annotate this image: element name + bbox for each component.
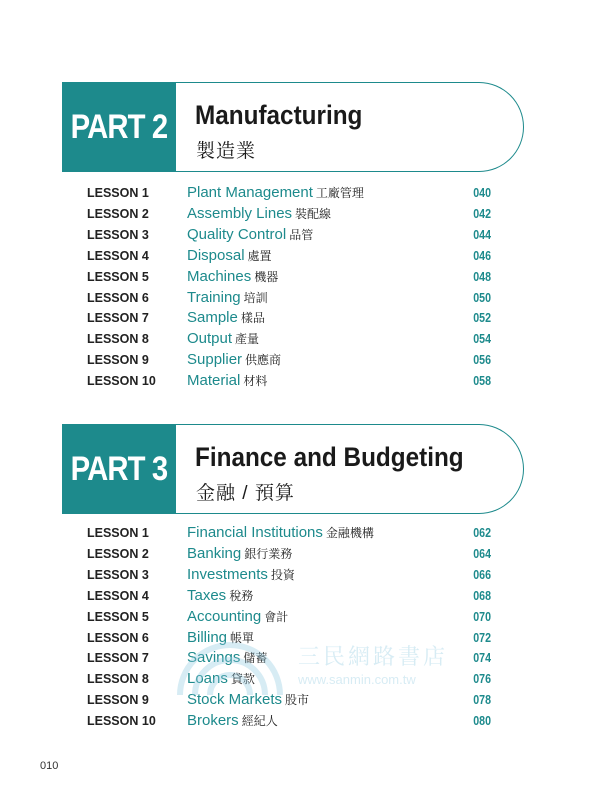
lesson-title (187, 309, 265, 327)
lesson-page: 062 (473, 526, 491, 540)
lesson-number: LESSON 5 (87, 269, 149, 284)
lesson-title-en: Brokers (187, 712, 239, 730)
lesson-page: 076 (473, 672, 491, 687)
lesson-row (0, 712, 591, 732)
lesson-page: 046 (473, 248, 491, 263)
lesson-title-zh: 品管 (289, 227, 314, 242)
lesson-page: 048 (473, 269, 491, 284)
lesson-row (0, 351, 591, 371)
lesson-title-en: Material (187, 372, 241, 390)
lesson-title-zh: 產量 (235, 332, 260, 347)
lesson-number: LESSON 10 (87, 374, 156, 389)
lesson-number: LESSON 2 (87, 546, 149, 561)
lesson-title-zh: 投資 (270, 567, 295, 582)
lesson-row (0, 289, 591, 309)
lesson-number: LESSON 9 (87, 353, 149, 368)
lesson-number: LESSON 5 (87, 609, 149, 624)
part-label: PART 2 (70, 108, 168, 146)
lesson-title-en: Accounting (187, 607, 262, 625)
lesson-title (187, 712, 278, 730)
lesson-title-en: Disposal (187, 246, 245, 264)
lesson-title (187, 545, 292, 563)
part-title: Manufacturing (195, 100, 363, 130)
lesson-title-en: Sample (187, 309, 238, 327)
lesson-page: 050 (473, 290, 491, 305)
lesson-row (0, 330, 591, 350)
lesson-title-en: Supplier (187, 351, 243, 369)
lesson-row (0, 309, 591, 329)
lesson-row (0, 649, 591, 669)
lesson-title (187, 226, 313, 244)
lesson-title-zh: 會計 (264, 609, 289, 624)
lesson-page: 056 (473, 353, 491, 368)
lesson-title (187, 372, 267, 390)
lesson-number: LESSON 3 (87, 227, 149, 242)
lesson-number: LESSON 3 (87, 567, 149, 582)
lesson-row (0, 184, 591, 204)
lesson-title-en: Financial Institutions (187, 524, 323, 541)
lesson-title-zh: 工廠管理 (315, 186, 364, 200)
lesson-page: 042 (473, 206, 491, 221)
part-label: PART 3 (70, 450, 168, 488)
lesson-row (0, 372, 591, 392)
lesson-page: 074 (473, 651, 491, 666)
lesson-title-en: Plant Management (187, 184, 313, 201)
page-number: 010 (40, 760, 59, 772)
watermark-name: 三民網路書店 (298, 644, 449, 669)
lesson-title (187, 691, 309, 709)
lesson-number: LESSON 1 (87, 526, 149, 540)
lesson-title (187, 184, 364, 202)
part-2-header (62, 82, 524, 172)
lesson-row (0, 566, 591, 586)
lesson-number: LESSON 7 (87, 651, 149, 666)
lesson-title-en: Billing (187, 628, 228, 646)
lesson-title-en: Assembly Lines (187, 204, 293, 222)
lesson-title-zh: 股市 (285, 693, 310, 708)
lesson-title (187, 351, 281, 369)
lesson-title-zh: 經紀人 (241, 714, 278, 729)
lesson-page: 044 (473, 227, 491, 242)
lesson-number: LESSON 9 (87, 693, 149, 708)
lesson-title-en: Stock Markets (187, 691, 283, 709)
lesson-title-en: Output (187, 330, 233, 348)
lesson-number: LESSON 8 (87, 672, 149, 687)
lesson-title-en: Savings (187, 649, 241, 667)
lesson-title (187, 330, 259, 348)
lesson-number: LESSON 8 (87, 332, 149, 347)
lesson-number: LESSON 10 (87, 714, 156, 729)
lesson-row (0, 629, 591, 649)
lesson-page: 052 (473, 311, 491, 326)
lesson-page: 064 (473, 546, 491, 561)
lesson-row (0, 205, 591, 225)
lesson-title (187, 670, 255, 688)
lesson-title-zh: 培訓 (243, 290, 268, 305)
watermark-url: www.sanmin.com.tw (298, 672, 416, 687)
lesson-row (0, 608, 591, 628)
lesson-title-en: Banking (187, 544, 242, 562)
lesson-page: 068 (473, 588, 491, 603)
lesson-title-zh: 帳單 (230, 630, 255, 645)
lesson-row (0, 524, 591, 544)
lesson-row (0, 670, 591, 690)
lesson-title (187, 524, 374, 542)
lesson-title (187, 205, 331, 223)
lesson-number: LESSON 7 (87, 311, 149, 326)
lesson-row (0, 247, 591, 267)
lesson-title-zh: 貸款 (230, 672, 255, 687)
lesson-title (187, 247, 272, 265)
lesson-number: LESSON 6 (87, 630, 149, 645)
lesson-title-zh: 儲蓄 (243, 651, 268, 666)
lesson-page: 080 (473, 714, 491, 729)
lesson-title-en: Training (187, 288, 241, 306)
lesson-title (187, 649, 267, 667)
lesson-title-zh: 機器 (254, 269, 279, 284)
lesson-page: 054 (473, 332, 491, 347)
lesson-row (0, 268, 591, 288)
part-subtitle: 金融 / 預算 (196, 483, 295, 504)
lesson-title-en: Loans (187, 670, 228, 688)
lesson-title-zh: 材料 (243, 374, 268, 389)
lesson-title-zh: 樣品 (240, 311, 265, 326)
lesson-title-zh: 金融機構 (325, 526, 374, 540)
lesson-title (187, 268, 278, 286)
lesson-page: 070 (473, 609, 491, 624)
lesson-page: 058 (473, 374, 491, 389)
lesson-page: 040 (473, 186, 491, 200)
lesson-title (187, 566, 295, 584)
lesson-title-en: Quality Control (187, 225, 287, 243)
lesson-number: LESSON 2 (87, 206, 149, 221)
lesson-row (0, 691, 591, 711)
part-3-header (62, 424, 524, 514)
lesson-title-zh: 供應商 (245, 353, 282, 368)
lesson-title (187, 608, 288, 626)
lesson-number: LESSON 4 (87, 248, 149, 263)
lesson-row (0, 226, 591, 246)
lesson-title-en: Taxes (187, 586, 227, 604)
lesson-row (0, 587, 591, 607)
part-title: Finance and Budgeting (195, 442, 464, 472)
lesson-title-zh: 處置 (247, 248, 272, 263)
lesson-number: LESSON 4 (87, 588, 149, 603)
lesson-title-en: Machines (187, 267, 252, 285)
lesson-title (187, 629, 254, 647)
lesson-page: 078 (473, 693, 491, 708)
lesson-title (187, 289, 268, 307)
lesson-page: 066 (473, 567, 491, 582)
lesson-title-en: Investments (187, 565, 268, 583)
lesson-number: LESSON 6 (87, 290, 149, 305)
lesson-title-zh: 稅務 (229, 588, 254, 603)
lesson-page: 072 (473, 630, 491, 645)
lesson-number: LESSON 1 (87, 186, 149, 200)
lesson-title (187, 587, 253, 605)
part-subtitle: 製造業 (196, 141, 257, 162)
lesson-title-zh: 裝配線 (295, 206, 332, 221)
lesson-title-zh: 銀行業務 (244, 546, 293, 561)
lesson-row (0, 545, 591, 565)
